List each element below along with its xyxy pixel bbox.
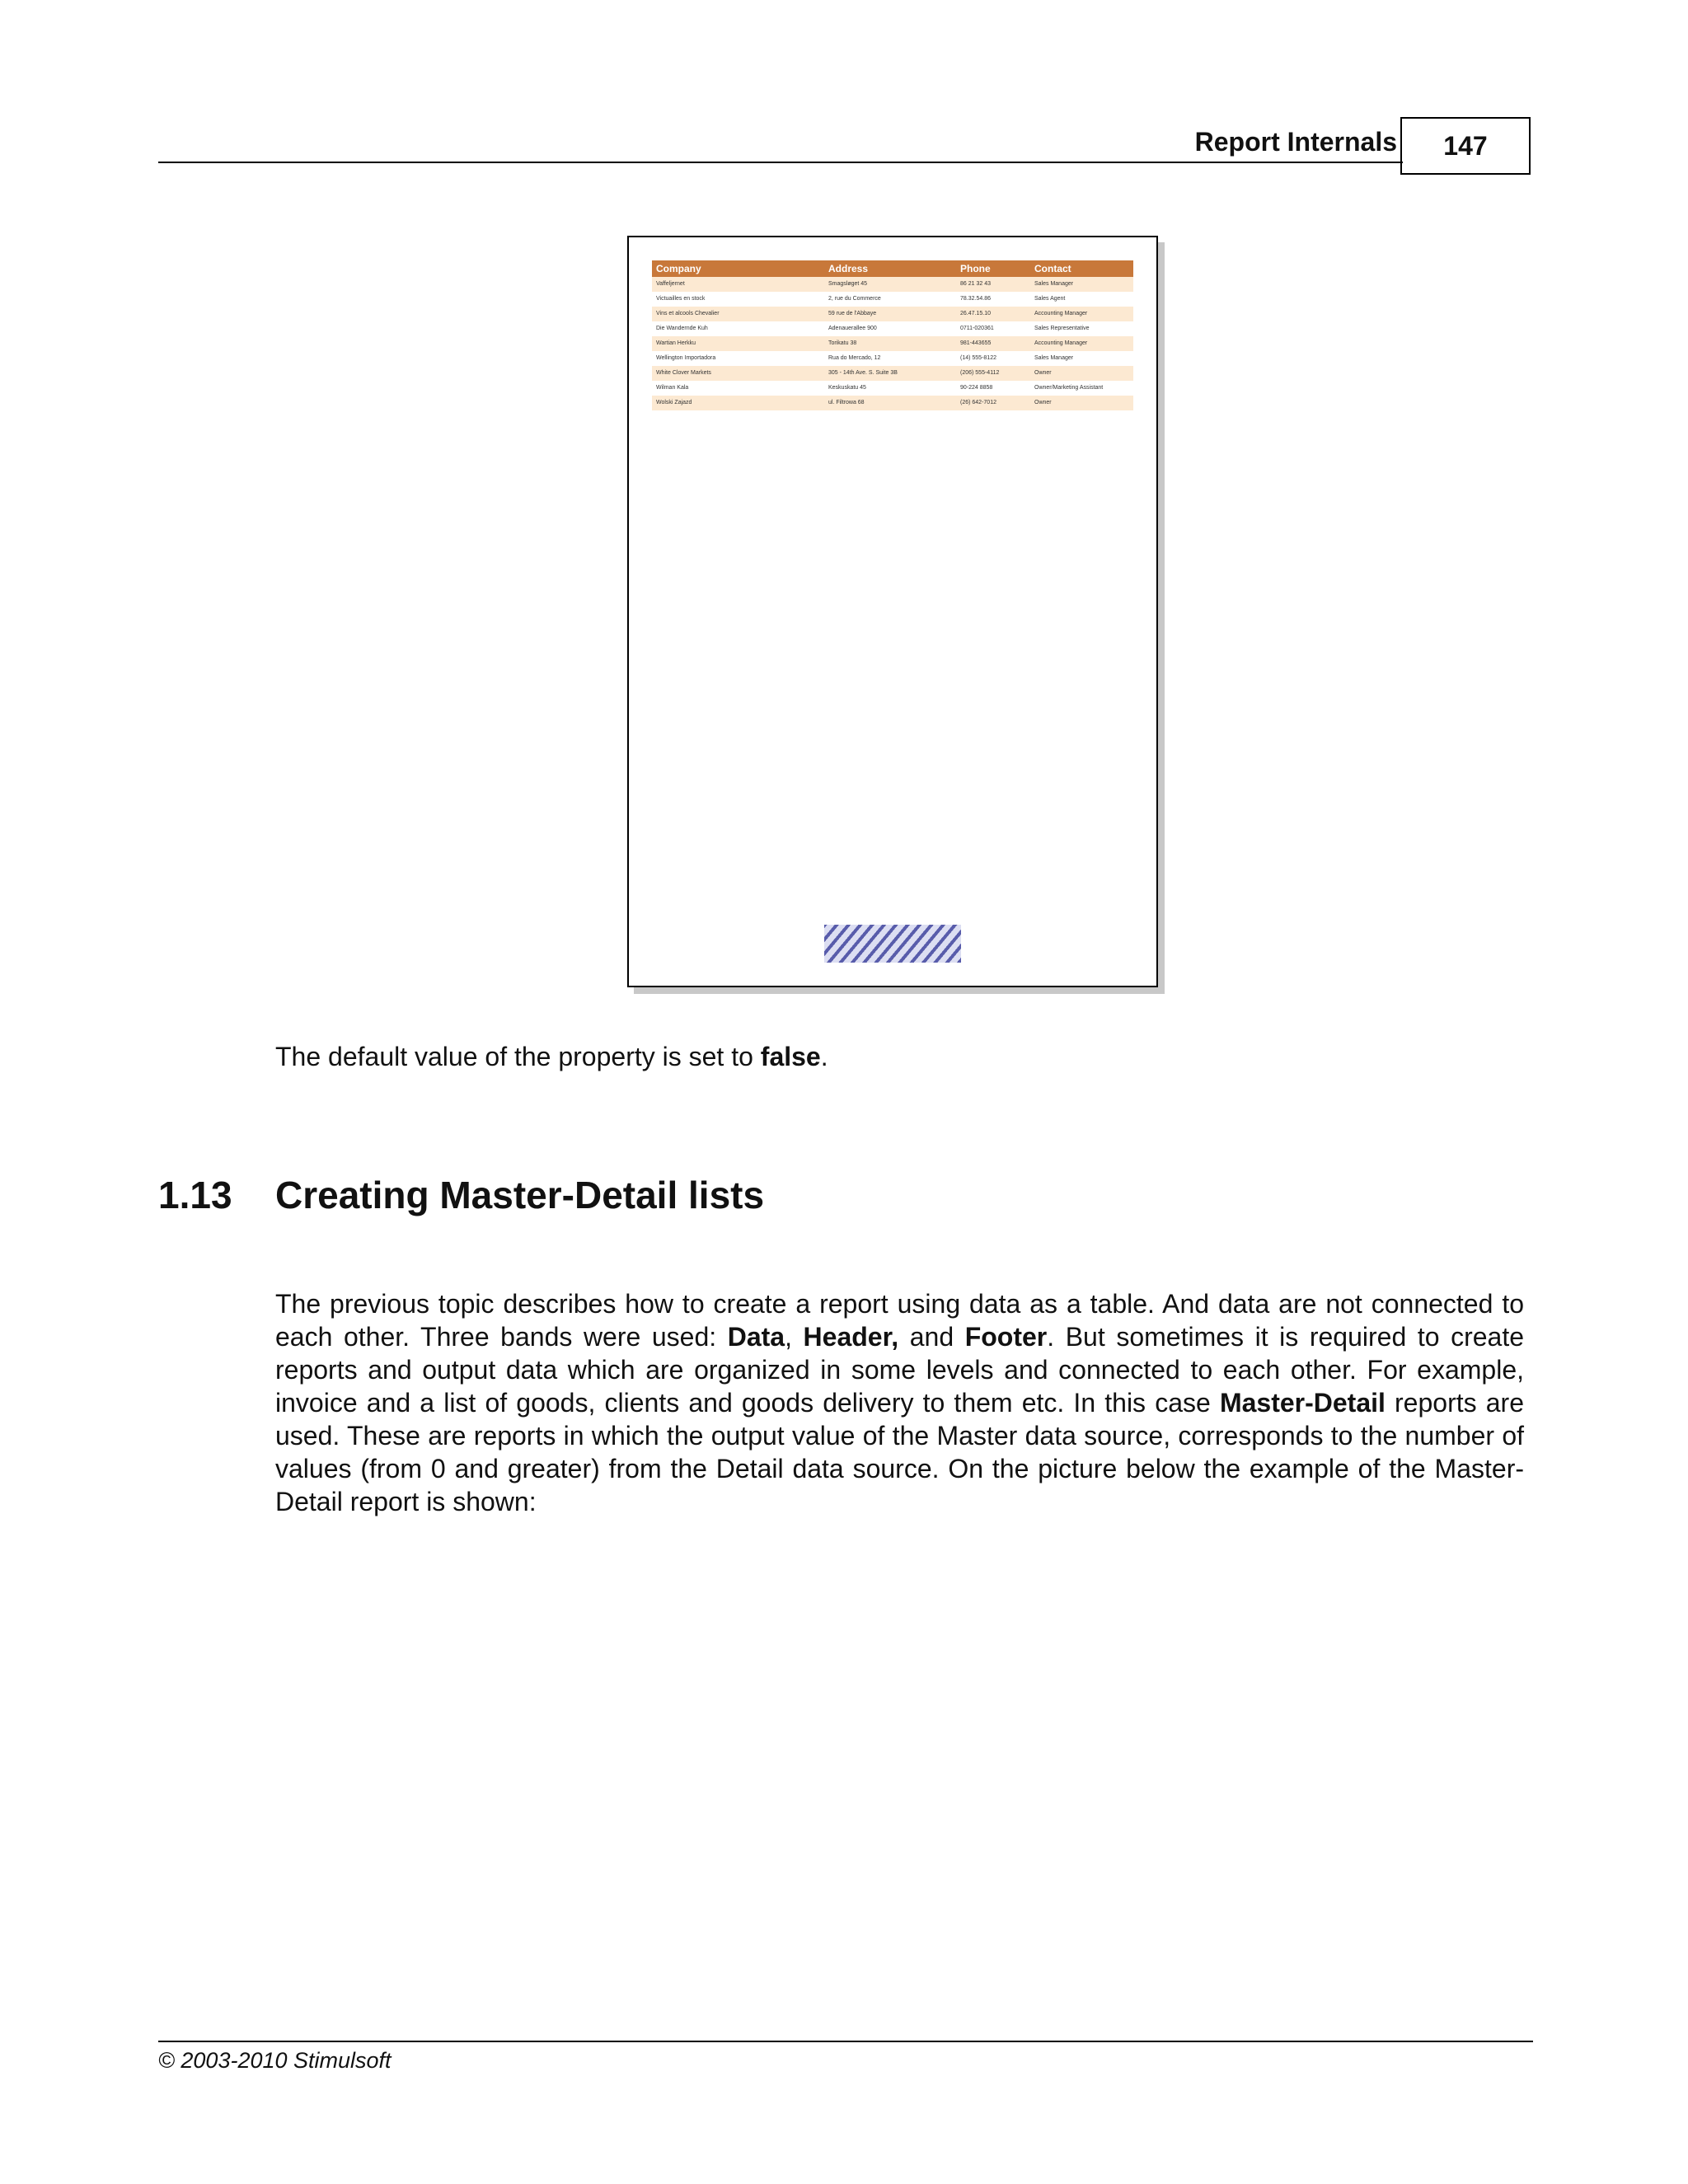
- preview-cell: 90-224 8858: [960, 385, 993, 391]
- preview-cell: Wilman Kala: [656, 385, 689, 391]
- preview-cell: 78.32.54.86: [960, 296, 991, 302]
- preview-cell: Sales Agent: [1034, 296, 1066, 302]
- footer-copyright: © 2003-2010 Stimulsoft: [158, 2048, 392, 2073]
- preview-cell: Vins et alcools Chevalier: [656, 311, 720, 316]
- preview-row: [652, 366, 1133, 381]
- preview-col-phone: Phone: [960, 263, 991, 274]
- preview-table-header: [652, 260, 1133, 277]
- paragraph-text: The default value of the property is set to: [275, 1042, 761, 1071]
- preview-col-address: Address: [828, 263, 869, 274]
- preview-col-contact: Contact: [1034, 263, 1071, 274]
- preview-cell: Die Wandernde Kuh: [656, 326, 708, 331]
- preview-col-company: Company: [656, 263, 701, 274]
- preview-cell: 2, rue du Commerce: [828, 296, 881, 302]
- default-value-paragraph: [275, 1040, 1524, 1073]
- paragraph-text: ,: [785, 1322, 804, 1352]
- bold-keyword: Header,: [803, 1322, 899, 1352]
- footer-rule: [158, 2041, 1533, 2042]
- page-number-box: [1400, 117, 1531, 175]
- paragraph-text: The previous topic describes how to create a report using data as a table. And data are not connected to each other. Three bands were used:: [275, 1289, 1524, 1352]
- preview-cell: Owner/Marketing Assistant: [1034, 385, 1104, 391]
- preview-cell: Keskuskatu 45: [828, 385, 866, 391]
- page-number: 147: [1443, 130, 1488, 161]
- preview-cell: Sales Manager: [1034, 281, 1074, 287]
- preview-cell: Wolski Zajazd: [656, 400, 692, 405]
- preview-cell: 26.47.15.10: [960, 311, 991, 316]
- bold-keyword: false: [760, 1042, 821, 1071]
- preview-row: [652, 321, 1133, 336]
- preview-cell: Owner: [1034, 400, 1052, 405]
- preview-cell: 86 21 32 43: [960, 281, 991, 287]
- paragraph-text: reports are used. These are reports in which the output value of the Master data source, corresponds to the number of values (from 0 and greater) from the Detail data source. On the picture below the example of the Master-Detail report is shown:: [275, 1388, 1525, 1516]
- preview-cell: 59 rue de l'Abbaye: [828, 311, 877, 316]
- preview-row: [652, 381, 1133, 396]
- preview-cell: Vaffeljernet: [656, 281, 685, 287]
- preview-cell: Sales Manager: [1034, 355, 1074, 361]
- preview-cell: White Clover Markets: [656, 370, 711, 376]
- preview-cell: Wartian Herkku: [656, 340, 696, 346]
- preview-row: [652, 351, 1133, 366]
- preview-row: [652, 336, 1133, 351]
- preview-cell: ul. Filtrowa 68: [828, 400, 865, 405]
- preview-cell: Wellington Importadora: [656, 355, 716, 361]
- preview-cell: (14) 555-8122: [960, 355, 996, 361]
- running-header-title: Report Internals: [1194, 127, 1397, 157]
- preview-cell: 981-443655: [960, 340, 992, 346]
- preview-cell: Accounting Manager: [1034, 340, 1088, 346]
- bold-keyword: Data: [727, 1322, 785, 1352]
- preview-cell: Adenauerallee 900: [828, 326, 877, 331]
- preview-cell: 305 - 14th Ave. S. Suite 3B: [828, 370, 898, 376]
- bold-keyword: Master-Detail: [1219, 1388, 1386, 1418]
- preview-cell: 0711-020361: [960, 326, 994, 331]
- preview-row: [652, 396, 1133, 410]
- bold-keyword: Footer: [964, 1322, 1048, 1352]
- preview-cell: Rua do Mercado, 12: [828, 355, 881, 361]
- preview-cell: Smagsløget 45: [828, 281, 868, 287]
- preview-cell: Torikatu 38: [828, 340, 857, 346]
- paragraph-text: .: [820, 1042, 828, 1071]
- preview-row: [652, 307, 1133, 321]
- section-heading: [158, 1172, 764, 1218]
- preview-cell: (26) 642-7012: [960, 400, 996, 405]
- preview-cell: Sales Representative: [1034, 326, 1090, 331]
- preview-cell: (206) 555-4112: [960, 370, 1000, 376]
- section-title-text: Creating Master-Detail lists: [275, 1174, 765, 1216]
- paragraph-text: . But sometimes it is required to create reports and output data which are organized in some levels and connected to each other. For example, invoice and a list of goods, clients and goods delivery to them etc. In this case: [275, 1322, 1525, 1418]
- preview-table: [652, 260, 1133, 410]
- section-number: 1.13: [158, 1174, 232, 1216]
- header-rule: [158, 162, 1403, 163]
- preview-cell: Victuailles en stock: [656, 296, 706, 302]
- report-preview: [627, 236, 1158, 987]
- preview-row: [652, 277, 1133, 292]
- preview-cell: Accounting Manager: [1034, 311, 1088, 316]
- preview-row: [652, 292, 1133, 307]
- hatched-footer-band: [824, 925, 961, 963]
- paragraph-text: and: [898, 1322, 965, 1352]
- master-detail-paragraph: [275, 1287, 1524, 1518]
- preview-cell: Owner: [1034, 370, 1052, 376]
